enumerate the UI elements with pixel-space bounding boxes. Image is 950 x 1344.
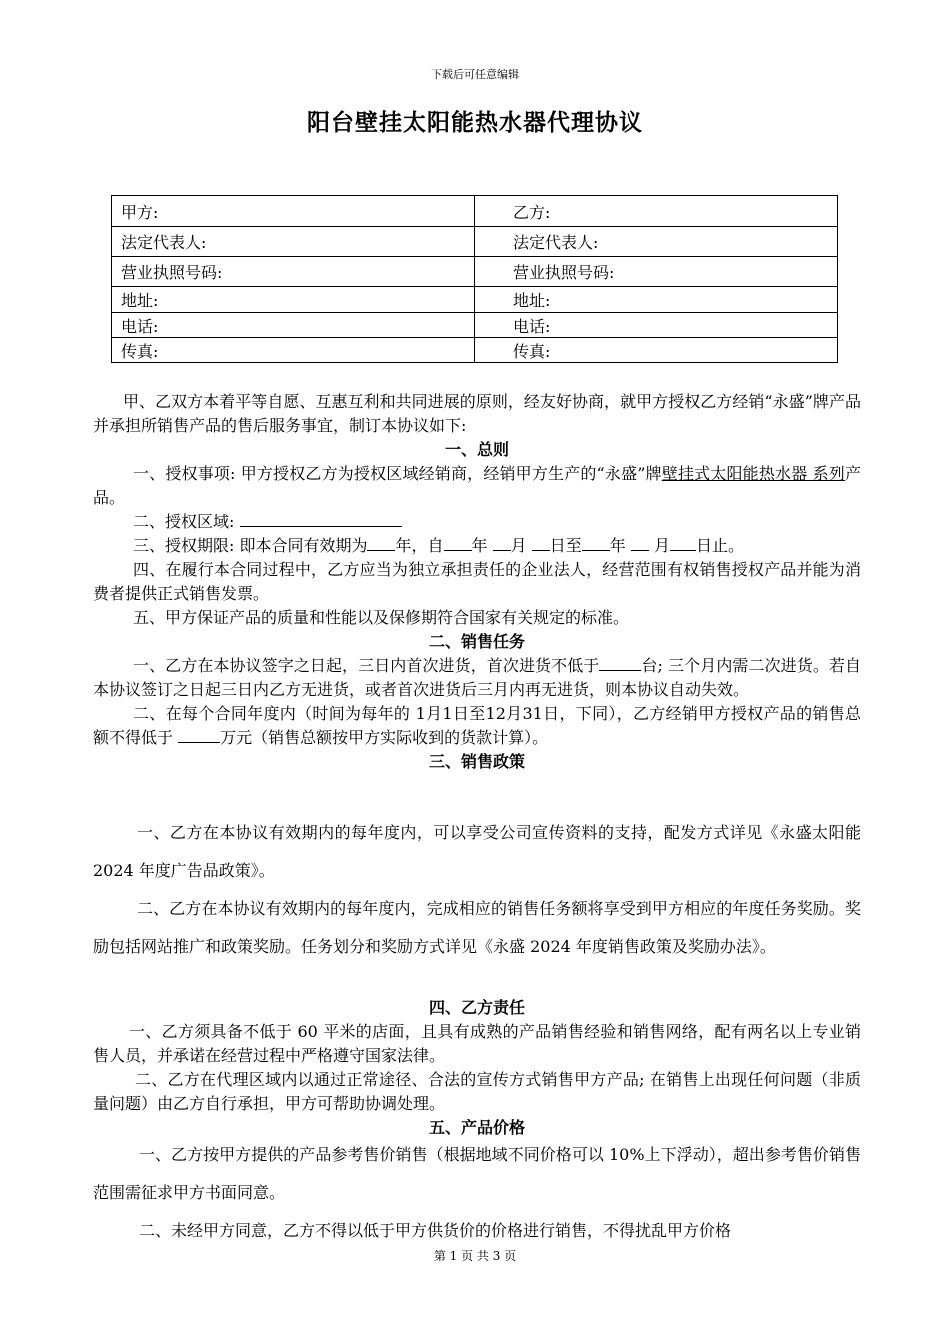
header-note: 下载后可任意编辑 bbox=[431, 68, 519, 81]
blank bbox=[367, 534, 395, 551]
party-a-phone-cell: 电话: bbox=[112, 313, 475, 338]
general-item-1 bbox=[93, 462, 861, 510]
party-a-name-cell: 甲方: bbox=[112, 196, 475, 227]
blank bbox=[444, 534, 472, 551]
general-item-3-text: 日止。 bbox=[695, 536, 744, 555]
body-part-1 bbox=[93, 390, 861, 774]
party-a-fax-cell: 传真: bbox=[112, 338, 475, 363]
general-item-2-text: 二、授权区域: bbox=[133, 512, 235, 531]
pricing-body bbox=[93, 1136, 861, 1250]
general-item-3-text: 年 bbox=[471, 536, 488, 555]
party-b-phone-cell: 电话: bbox=[475, 313, 838, 338]
general-item-3-text: 月 bbox=[510, 536, 527, 555]
body-part-3 bbox=[93, 996, 861, 1140]
party-a-representative-cell: 法定代表人: bbox=[112, 227, 475, 257]
party-b-address-cell: 地址: bbox=[475, 287, 838, 313]
general-item-5: 五、甲方保证产品的质量和性能以及保修期符合国家有关规定的标准。 bbox=[133, 608, 630, 627]
pricing-item-2: 二、未经甲方同意，乙方不得以低于甲方供货价的价格进行销售，不得扰乱甲方价格 bbox=[139, 1221, 732, 1240]
party-b-item-1: 一、乙方须具备不低于 60 平米的店面，且具有成熟的产品销售经验和销售网络，配有两名以上专业销售人员，并承诺在经营过程中严格遵守国家法律。 bbox=[93, 1022, 861, 1065]
table-row bbox=[112, 313, 838, 338]
sales-tasks-item-2-text: 二、在每个合同年度内（时间为每年的 1月1日至12月31日，下同），乙方经销甲方授权产品的销售总额不得低于 bbox=[93, 704, 861, 747]
section-heading-pricing: 五、产品价格 bbox=[428, 1118, 525, 1137]
party-b-representative-cell: 法定代表人: bbox=[475, 227, 838, 257]
general-item-4: 四、在履行本合同过程中，乙方应当为独立承担责任的企业法人，经营范围有权销售授权产品并能为消费者提供正式销售发票。 bbox=[93, 560, 861, 603]
blank bbox=[532, 534, 550, 551]
general-item-3 bbox=[93, 534, 861, 558]
min-amount-blank bbox=[178, 726, 220, 743]
document-title: 阳台壁挂太阳能热水器代理协议 bbox=[307, 109, 643, 136]
min-quantity-blank bbox=[599, 654, 641, 671]
table-row bbox=[112, 196, 838, 227]
sales-policy-item-2: 二、乙方在本协议有效期内的每年度内，完成相应的销售任务额将享受到甲方相应的年度任务奖励。奖励包括网站推广和政策奖励。任务划分和奖励方式详见《永盛 2024 年度销售政策及奖励办法》。 bbox=[93, 899, 861, 956]
general-item-3-text: 年，自 bbox=[395, 536, 444, 555]
general-item-3-text: 月 bbox=[653, 536, 670, 555]
table-row bbox=[112, 257, 838, 287]
general-item-2 bbox=[93, 510, 861, 534]
pricing-item-1: 一、乙方按甲方提供的产品参考售价销售（根据地域不同价格可以 10%上下浮动），超出参考售价销售范围需征求甲方书面同意。 bbox=[93, 1145, 861, 1202]
general-item-1-text: 一、授权事项: 甲方授权乙方为授权区域经销商，经销甲方生产的“永盛”牌 bbox=[133, 464, 662, 483]
party-b-license-cell: 营业执照号码: bbox=[475, 257, 838, 287]
section-heading-sales-tasks: 二、销售任务 bbox=[428, 632, 525, 651]
party-b-fax-cell: 传真: bbox=[475, 338, 838, 363]
party-a-address-cell: 地址: bbox=[112, 287, 475, 313]
blank bbox=[631, 534, 649, 551]
region-blank bbox=[240, 510, 402, 527]
sales-tasks-item-1 bbox=[93, 654, 861, 702]
blank bbox=[582, 534, 610, 551]
table-row bbox=[112, 338, 838, 363]
sales-tasks-item-2 bbox=[93, 702, 861, 750]
party-b-item-2: 二、乙方在代理区域内以通过正常途径、合法的宣传方式销售甲方产品; 在销售上出现任何问题（非质量问题）由乙方自行承担，甲方可帮助协调处理。 bbox=[93, 1070, 861, 1113]
sales-tasks-item-2-text: 万元（销售总额按甲方实际收到的货款计算）。 bbox=[220, 728, 549, 747]
general-item-3-text: 年 bbox=[609, 536, 626, 555]
general-item-3-text: 日至 bbox=[549, 536, 582, 555]
intro-paragraph: 甲、乙双方本着平等自愿、互惠互利和共同进展的原则，经友好协商，就甲方授权乙方经销“永盛”牌产品并承担所销售产品的售后服务事宜，制订本协议如下: bbox=[93, 392, 861, 435]
sales-tasks-item-1-text: 台; 三个月内需二次进货。若自本协议签订之日起三日内乙方无进货，或者首次进货后三月内再无进货，则本协议自动失效。 bbox=[93, 656, 861, 699]
sales-tasks-item-1-text: 一、乙方在本协议签字之日起，三日内首次进货，首次进货不低于 bbox=[133, 656, 600, 675]
parties-table bbox=[111, 195, 838, 363]
page-footer: 第 1 页 共 3 页 bbox=[433, 1249, 517, 1263]
section-heading-sales-policy: 三、销售政策 bbox=[428, 752, 525, 771]
section-heading-party-b: 四、乙方责任 bbox=[428, 998, 525, 1017]
party-b-name-cell: 乙方: bbox=[475, 196, 838, 227]
party-a-license-cell: 营业执照号码: bbox=[112, 257, 475, 287]
blank bbox=[670, 534, 696, 551]
table-row bbox=[112, 287, 838, 313]
table-row bbox=[112, 227, 838, 257]
general-item-3-text: 三、授权期限: 即本合同有效期为 bbox=[133, 536, 368, 555]
sales-policy-item-1: 一、乙方在本协议有效期内的每年度内，可以享受公司宣传资料的支持，配发方式详见《永盛太阳能 2024 年度广告品政策》。 bbox=[93, 823, 861, 880]
blank bbox=[493, 534, 511, 551]
sales-policy-body bbox=[93, 814, 861, 966]
general-item-1-product: 壁挂式太阳能热水器 系列 bbox=[661, 464, 845, 483]
section-heading-general: 一、总则 bbox=[444, 440, 509, 459]
general-item-1-suffix: 产品。 bbox=[93, 464, 861, 507]
